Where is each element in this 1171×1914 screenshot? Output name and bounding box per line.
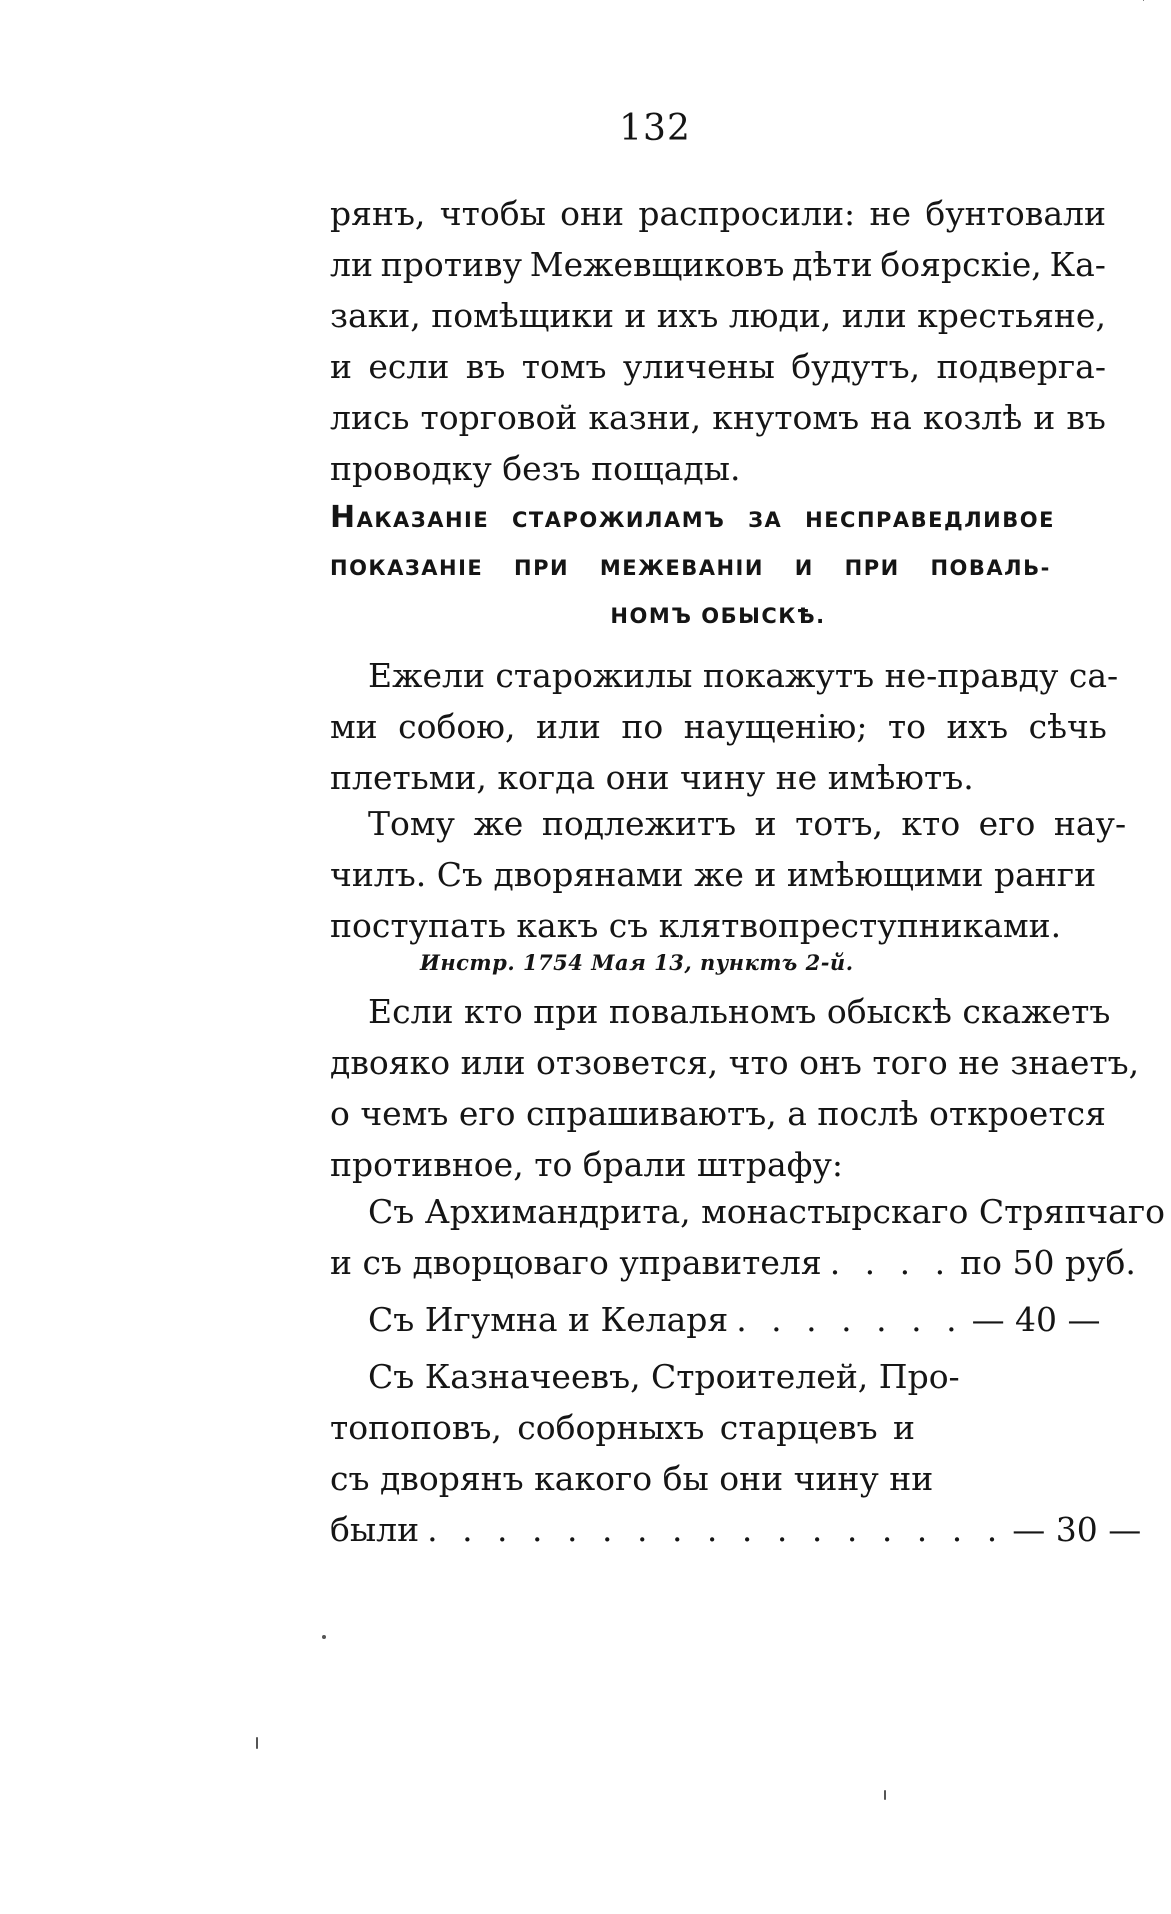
word: въ [465,347,506,386]
text-line [330,341,1106,392]
word: Межевщиковъ [529,245,785,284]
section-heading [330,494,1106,640]
word: и [330,347,352,386]
word: распросили: [638,194,856,233]
paragraph-old-residents [330,650,1119,803]
word: казни, [588,398,702,437]
heading-line: НОМЪ ОБЫСКѢ. [610,604,826,628]
text-line: двояко или отзовется, что онъ того не знаетъ, [330,1043,1140,1082]
word: помѣщики [431,296,614,335]
word: крестьяне, [917,296,1106,335]
fine-description [330,1351,960,1504]
paragraph-instigator [330,798,1127,951]
fine-amount: — 30 — [1012,1510,1142,1549]
dot-leader: . . . . [829,1243,953,1282]
scan-speck [256,1737,258,1749]
word: въ [1066,398,1106,437]
page-number: 132 [619,108,691,149]
text-line: Ежели старожилы покажутъ не-правду са- [368,656,1119,695]
text-line [330,239,1106,290]
word: томъ [521,347,607,386]
word: не [869,194,912,233]
instruction-citation: Инстр. 1754 Мая 13, пунктъ 2-й. [420,950,854,975]
heading-line: ПОКАЗАНІЕ ПРИ МЕЖЕВАНІИ И ПРИ ПОВАЛЬ- [330,556,1051,580]
word: противу [380,245,522,284]
text-line [330,392,1106,443]
word: Ка- [1049,245,1106,284]
fine-row [330,1237,1136,1288]
word: люди, [728,296,832,335]
word: торговой [420,398,578,437]
fine-row [330,1294,1106,1345]
word: рянъ, [330,194,426,233]
fine-row-multiline [330,1351,1142,1555]
text-line: Съ Казначеевъ, Строителей, Про- [368,1357,960,1396]
word: заки, [330,296,421,335]
word: дѣти [792,245,873,284]
dot-leader: . . . . . . . . . . . . . . . . . [427,1510,1005,1549]
word: кнутомъ [712,398,860,437]
word: чтобы [439,194,546,233]
word: они [560,194,625,233]
word: ли [330,245,373,284]
fine-label: Съ Игумна и Келаря [368,1300,729,1339]
text-line: проводку безъ пощады. [330,449,741,488]
word: и [893,1408,915,1447]
text-line [330,188,1106,239]
heading-capital: Н [330,500,357,535]
word: или [841,296,907,335]
word: козлѣ [922,398,1023,437]
fine-amount: — 40 — [971,1300,1101,1339]
paragraph-general-search [330,986,1140,1190]
text-line: плетьми, когда они чину не имѣютъ. [330,758,974,797]
word: если [368,347,450,386]
word: соборныхъ [517,1408,705,1447]
scan-speck [884,1790,886,1800]
dot-leader: . . . . . . . [736,1300,964,1339]
text-line: поступать какъ съ клятвопреступниками. [330,906,1062,945]
text-line: чилъ. Съ дворянами же и имѣющими ранги [330,855,1097,894]
word: ихъ [656,296,719,335]
word: и [624,296,647,335]
text-line: о чемъ его спрашиваютъ, а послѣ откроется [330,1094,1106,1133]
word: и [1033,398,1056,437]
fine-row-heading: Съ Архимандрита, монастырскаго Стряпчаго [368,1192,1165,1231]
text-line: ми собою, или по наущенію; то ихъ сѣчь [330,707,1107,746]
fines-list [330,1186,1165,1555]
fine-label: были [330,1510,420,1549]
word: боярскіе, [880,245,1042,284]
fine-row [330,1504,1142,1555]
word: подверга- [936,347,1106,386]
heading-line [330,494,1106,544]
text-line: съ дворянъ какого бы они чину ни [330,1459,934,1498]
word: уличены [622,347,775,386]
text-line [330,290,1106,341]
word: будутъ, [791,347,921,386]
paragraph-nobles-inquiry [330,188,1106,494]
scan-speck [322,1635,326,1639]
heading-text: АКАЗАНІЕ СТАРОЖИЛАМЪ ЗА НЕСПРАВЕДЛИВОЕ [356,508,1055,532]
text-line [330,1402,915,1453]
word: бунтовали [925,194,1106,233]
fine-label: и съ дворцоваго управителя [330,1243,822,1282]
text-line: Тому же подлежитъ и тотъ, кто его нау- [368,804,1127,843]
word: топоповъ, [330,1408,502,1447]
text-line: противное, то брали штрафу: [330,1145,844,1184]
word: старцевъ [719,1408,878,1447]
word: лись [330,398,410,437]
scan-speck [1143,0,1144,1]
fine-amount: по 50 руб. [960,1243,1136,1282]
word: на [870,398,912,437]
text-line: Если кто при повальномъ обыскѣ скажетъ [368,992,1111,1031]
